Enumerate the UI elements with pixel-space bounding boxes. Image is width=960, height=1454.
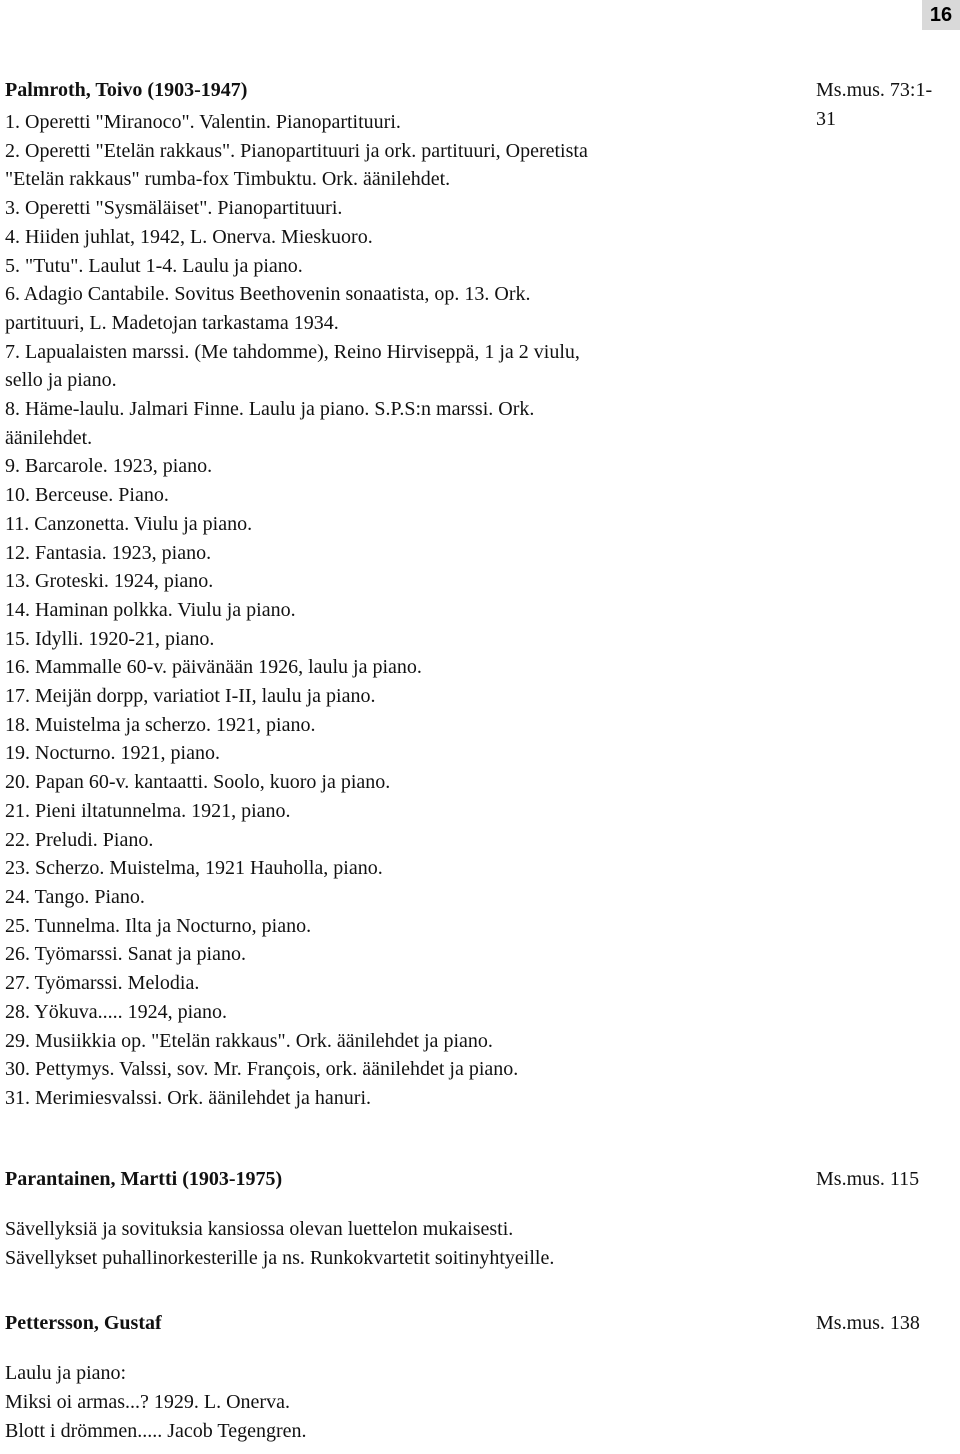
list-item: "Etelän rakkaus" rumba-fox Timbuktu. Ork. äänilehdet.	[5, 168, 451, 191]
list-item: 21. Pieni iltatunnelma. 1921, piano.	[5, 799, 291, 822]
list-item: 19. Nocturno. 1921, piano.	[5, 742, 220, 765]
list-item: 6. Adagio Cantabile. Sovitus Beethovenin sonaatista, op. 13. Ork.	[5, 283, 531, 306]
page-number: 16	[922, 0, 960, 30]
catalog-entry-palmroth	[5, 76, 942, 1113]
list-item: 10. Berceuse. Piano.	[5, 484, 169, 507]
work-list	[5, 1215, 942, 1273]
work-list	[5, 108, 942, 1113]
list-item: äänilehdet.	[5, 426, 93, 449]
list-item: 22. Preludi. Piano.	[5, 828, 154, 851]
list-item: Sävellyksiä ja sovituksia kansiossa olevan luettelon mukaisesti.	[5, 1218, 514, 1240]
list-item: 17. Meijän dorpp, variatiot I-II, laulu ja piano.	[5, 685, 376, 708]
composer-name: Parantainen, Martti (1903-1975)	[5, 1168, 283, 1190]
list-item: 14. Haminan polkka. Viulu ja piano.	[5, 598, 296, 621]
entry-header	[5, 1309, 942, 1338]
catalog-entry-parantainen	[5, 1165, 942, 1273]
list-item: Laulu ja piano:	[5, 1362, 127, 1384]
entry-header	[5, 1165, 942, 1194]
list-item: 11. Canzonetta. Viulu ja piano.	[5, 512, 253, 535]
list-item: 16. Mammalle 60-v. päivänään 1926, laulu ja piano.	[5, 656, 422, 679]
list-item: 29. Musiikkia op. "Etelän rakkaus". Ork. äänilehdet ja piano.	[5, 1029, 493, 1052]
list-item: Blott i drömmen..... Jacob Tegengren.	[5, 1420, 307, 1442]
list-item: 5. "Tutu". Laulut 1-4. Laulu ja piano.	[5, 254, 303, 277]
list-item: 23. Scherzo. Muistelma, 1921 Hauholla, piano.	[5, 857, 383, 880]
composer-name: Pettersson, Gustaf	[5, 1312, 162, 1334]
list-item: 30. Pettymys. Valssi, sov. Mr. François, ork. äänilehdet ja piano.	[5, 1058, 519, 1081]
list-item: 28. Yökuva..... 1924, piano.	[5, 1000, 228, 1023]
list-item: 24. Tango. Piano.	[5, 885, 145, 908]
list-item: 13. Groteski. 1924, piano.	[5, 570, 214, 593]
list-item: 20. Papan 60-v. kantaatti. Soolo, kuoro ja piano.	[5, 771, 391, 794]
composer-name: Palmroth, Toivo (1903-1947)	[5, 79, 248, 101]
list-item: 2. Operetti "Etelän rakkaus". Pianopartituuri ja ork. partituuri, Operetista	[5, 139, 588, 162]
list-item: 3. Operetti "Sysmäläiset". Pianopartituuri.	[5, 197, 343, 220]
list-item: Sävellykset puhallinorkesterille ja ns. Runkokvartetit soitinyhtyeille.	[5, 1247, 555, 1269]
list-item: 8. Häme-laulu. Jalmari Finne. Laulu ja piano. S.P.S:n marssi. Ork.	[5, 398, 535, 421]
list-item: 15. Idylli. 1920-21, piano.	[5, 627, 215, 650]
list-item: 18. Muistelma ja scherzo. 1921, piano.	[5, 713, 316, 736]
list-item: 26. Työmarssi. Sanat ja piano.	[5, 943, 246, 966]
list-item: 31. Merimiesvalssi. Ork. äänilehdet ja hanuri.	[5, 1086, 372, 1109]
work-list	[5, 1359, 942, 1446]
list-item: 9. Barcarole. 1923, piano.	[5, 455, 213, 478]
list-item: 7. Lapualaisten marssi. (Me tahdomme), Reino Hirviseppä, 1 ja 2 viulu,	[5, 340, 580, 363]
list-item: 12. Fantasia. 1923, piano.	[5, 541, 212, 564]
list-item: 27. Työmarssi. Melodia.	[5, 972, 200, 995]
list-item: sello ja piano.	[5, 369, 117, 392]
list-item: 25. Tunnelma. Ilta ja Nocturno, piano.	[5, 914, 312, 937]
shelfmark: Ms.mus. 138	[816, 1312, 920, 1334]
shelfmark: Ms.mus. 73:1-31	[816, 79, 933, 130]
list-item: 1. Operetti "Miranoco". Valentin. Pianopartituuri.	[5, 111, 401, 133]
shelfmark: Ms.mus. 115	[816, 1168, 920, 1190]
list-item: Miksi oi armas...? 1929. L. Onerva.	[5, 1391, 290, 1413]
catalog-entry-pettersson	[5, 1309, 942, 1446]
list-item: 4. Hiiden juhlat, 1942, L. Onerva. Mieskuoro.	[5, 225, 373, 248]
list-item: partituuri, L. Madetojan tarkastama 1934.	[5, 311, 339, 334]
